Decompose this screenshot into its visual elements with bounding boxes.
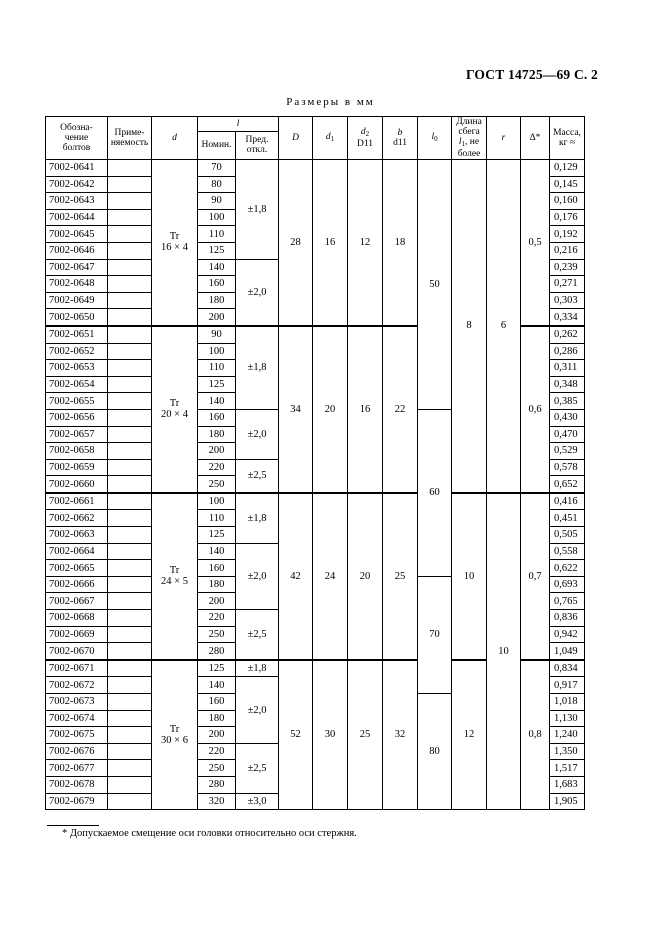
- l-nominal-cell: 70: [198, 160, 236, 177]
- designation-cell: 7002-0679: [46, 793, 108, 810]
- thread-cell: Tr 20 × 4: [152, 326, 198, 493]
- application-cell: [108, 560, 152, 577]
- runout-cell: 8: [452, 160, 487, 493]
- designation-cell: 7002-0667: [46, 593, 108, 610]
- designation-cell: 7002-0666: [46, 576, 108, 593]
- mass-cell: 0,286: [550, 343, 585, 360]
- designation-cell: 7002-0678: [46, 776, 108, 793]
- header-application: Приме- няемость: [108, 117, 152, 160]
- l-nominal-cell: 180: [198, 292, 236, 309]
- application-cell: [108, 793, 152, 810]
- r-cell: 6: [487, 160, 521, 493]
- designation-cell: 7002-0652: [46, 343, 108, 360]
- l-nominal-cell: 110: [198, 360, 236, 377]
- l-nominal-cell: 250: [198, 760, 236, 777]
- mass-cell: 0,416: [550, 493, 585, 510]
- header-D: D: [279, 117, 313, 160]
- mass-cell: 0,529: [550, 443, 585, 460]
- application-cell: [108, 510, 152, 527]
- l-nominal-cell: 90: [198, 193, 236, 210]
- runout-cell: 10: [452, 493, 487, 660]
- l-nominal-cell: 250: [198, 476, 236, 493]
- designation-cell: 7002-0664: [46, 543, 108, 560]
- dim-b-cell: 25: [383, 493, 418, 660]
- dim-d1-cell: 24: [313, 493, 348, 660]
- application-cell: [108, 776, 152, 793]
- application-cell: [108, 443, 152, 460]
- header-runout: Длина сбега $l_1$, не более: [452, 117, 487, 160]
- header-d1: $d_1$: [313, 117, 348, 160]
- application-cell: [108, 493, 152, 510]
- l-nominal-cell: 140: [198, 393, 236, 410]
- mass-cell: 0,239: [550, 259, 585, 276]
- dim-d2-cell: 12: [348, 160, 383, 326]
- l-nominal-cell: 100: [198, 343, 236, 360]
- application-cell: [108, 727, 152, 744]
- document-header: ГОСТ 14725—69 С. 2: [465, 67, 598, 82]
- l-nominal-cell: 180: [198, 710, 236, 727]
- application-cell: [108, 393, 152, 410]
- l-nominal-cell: 200: [198, 443, 236, 460]
- footnote-rule: [47, 825, 99, 826]
- thread-cell: Tr 24 × 5: [152, 493, 198, 660]
- l-tolerance-cell: ±2,0: [236, 259, 279, 326]
- application-cell: [108, 576, 152, 593]
- mass-cell: 0,334: [550, 309, 585, 326]
- l-nominal-cell: 125: [198, 660, 236, 677]
- l-tolerance-cell: ±2,5: [236, 610, 279, 660]
- designation-cell: 7002-0645: [46, 226, 108, 243]
- l-nominal-cell: 320: [198, 793, 236, 810]
- application-cell: [108, 209, 152, 226]
- l-nominal-cell: 140: [198, 259, 236, 276]
- application-cell: [108, 259, 152, 276]
- l-nominal-cell: 200: [198, 309, 236, 326]
- application-cell: [108, 160, 152, 177]
- l-nominal-cell: 220: [198, 610, 236, 627]
- designation-cell: 7002-0665: [46, 560, 108, 577]
- application-cell: [108, 176, 152, 193]
- delta-cell: 0,5: [521, 160, 550, 326]
- designation-cell: 7002-0641: [46, 160, 108, 177]
- mass-cell: 0,836: [550, 610, 585, 627]
- designation-cell: 7002-0670: [46, 643, 108, 660]
- table-row: [46, 160, 585, 177]
- delta-cell: 0,8: [521, 660, 550, 810]
- dim-d2-cell: 20: [348, 493, 383, 660]
- mass-cell: 0,578: [550, 459, 585, 476]
- mass-cell: 0,470: [550, 426, 585, 443]
- mass-cell: 0,558: [550, 543, 585, 560]
- mass-cell: 1,517: [550, 760, 585, 777]
- mass-cell: 0,430: [550, 409, 585, 426]
- mass-cell: 0,176: [550, 209, 585, 226]
- mass-cell: 0,917: [550, 677, 585, 694]
- application-cell: [108, 226, 152, 243]
- designation-cell: 7002-0671: [46, 660, 108, 677]
- l-nominal-cell: 250: [198, 626, 236, 643]
- designation-cell: 7002-0650: [46, 309, 108, 326]
- footnote: * Допускаемое смещение оси головки относительно оси стержня.: [62, 828, 357, 839]
- application-cell: [108, 343, 152, 360]
- l-nominal-cell: 80: [198, 176, 236, 193]
- mass-cell: 1,049: [550, 643, 585, 660]
- application-cell: [108, 643, 152, 660]
- l-tolerance-cell: ±2,5: [236, 743, 279, 793]
- designation-cell: 7002-0654: [46, 376, 108, 393]
- header-l-nominal: Номин.: [198, 131, 236, 159]
- l-tolerance-cell: ±1,8: [236, 160, 279, 260]
- mass-cell: 1,018: [550, 694, 585, 711]
- l-nominal-cell: 160: [198, 276, 236, 293]
- application-cell: [108, 459, 152, 476]
- application-cell: [108, 527, 152, 544]
- application-cell: [108, 276, 152, 293]
- application-cell: [108, 543, 152, 560]
- designation-cell: 7002-0676: [46, 743, 108, 760]
- application-cell: [108, 694, 152, 711]
- l-tolerance-cell: ±1,8: [236, 493, 279, 543]
- dim-d1-cell: 30: [313, 660, 348, 810]
- l-nominal-cell: 220: [198, 459, 236, 476]
- application-cell: [108, 660, 152, 677]
- designation-cell: 7002-0642: [46, 176, 108, 193]
- header-d: d: [152, 117, 198, 160]
- designation-cell: 7002-0660: [46, 476, 108, 493]
- dim-D-cell: 52: [279, 660, 313, 810]
- mass-cell: 0,834: [550, 660, 585, 677]
- application-cell: [108, 593, 152, 610]
- application-cell: [108, 309, 152, 326]
- designation-cell: 7002-0668: [46, 610, 108, 627]
- designation-cell: 7002-0648: [46, 276, 108, 293]
- header-mass: Масса, кг ≈: [550, 117, 585, 160]
- mass-cell: 0,652: [550, 476, 585, 493]
- delta-cell: 0,7: [521, 493, 550, 660]
- l0-cell: 80: [418, 694, 452, 810]
- mass-cell: 0,505: [550, 527, 585, 544]
- l-nominal-cell: 160: [198, 694, 236, 711]
- designation-cell: 7002-0643: [46, 193, 108, 210]
- table-caption: Размеры в мм: [286, 96, 375, 108]
- l-nominal-cell: 280: [198, 643, 236, 660]
- designation-cell: 7002-0677: [46, 760, 108, 777]
- l-nominal-cell: 180: [198, 426, 236, 443]
- application-cell: [108, 426, 152, 443]
- l-nominal-cell: 200: [198, 727, 236, 744]
- l-tolerance-cell: ±2,0: [236, 543, 279, 609]
- l-nominal-cell: 90: [198, 326, 236, 343]
- dim-b-cell: 18: [383, 160, 418, 326]
- l-nominal-cell: 220: [198, 743, 236, 760]
- designation-cell: 7002-0655: [46, 393, 108, 410]
- designation-cell: 7002-0647: [46, 259, 108, 276]
- mass-cell: 1,350: [550, 743, 585, 760]
- designation-cell: 7002-0669: [46, 626, 108, 643]
- bolt-dimensions-table: [45, 116, 585, 810]
- table-row: [46, 493, 585, 510]
- mass-cell: 1,683: [550, 776, 585, 793]
- mass-cell: 0,311: [550, 360, 585, 377]
- r-cell: 10: [487, 493, 521, 810]
- l-nominal-cell: 125: [198, 242, 236, 259]
- l-tolerance-cell: ±1,8: [236, 326, 279, 409]
- application-cell: [108, 360, 152, 377]
- dim-D-cell: 34: [279, 326, 313, 493]
- application-cell: [108, 242, 152, 259]
- designation-cell: 7002-0659: [46, 459, 108, 476]
- dim-D-cell: 42: [279, 493, 313, 660]
- mass-cell: 0,145: [550, 176, 585, 193]
- designation-cell: 7002-0657: [46, 426, 108, 443]
- header-l-tolerance: Пред. откл.: [236, 131, 279, 159]
- designation-cell: 7002-0658: [46, 443, 108, 460]
- designation-cell: 7002-0656: [46, 409, 108, 426]
- l-nominal-cell: 280: [198, 776, 236, 793]
- mass-cell: 0,622: [550, 560, 585, 577]
- l-nominal-cell: 125: [198, 376, 236, 393]
- runout-cell: 12: [452, 660, 487, 810]
- mass-cell: 1,905: [550, 793, 585, 810]
- l-nominal-cell: 140: [198, 677, 236, 694]
- designation-cell: 7002-0674: [46, 710, 108, 727]
- application-cell: [108, 610, 152, 627]
- mass-cell: 0,160: [550, 193, 585, 210]
- l-nominal-cell: 110: [198, 226, 236, 243]
- l-nominal-cell: 140: [198, 543, 236, 560]
- designation-cell: 7002-0663: [46, 527, 108, 544]
- header-b: b d11: [383, 117, 418, 160]
- mass-cell: 0,348: [550, 376, 585, 393]
- mass-cell: 0,765: [550, 593, 585, 610]
- header-designation: Обозна- чение болтов: [46, 117, 108, 160]
- designation-cell: 7002-0673: [46, 694, 108, 711]
- application-cell: [108, 376, 152, 393]
- application-cell: [108, 326, 152, 343]
- l0-cell: 50: [418, 160, 452, 410]
- application-cell: [108, 476, 152, 493]
- header-l: l: [198, 117, 279, 132]
- designation-cell: 7002-0649: [46, 292, 108, 309]
- header-d2: $d_2$ D11: [348, 117, 383, 160]
- delta-cell: 0,6: [521, 326, 550, 493]
- dim-D-cell: 28: [279, 160, 313, 326]
- designation-cell: 7002-0675: [46, 727, 108, 744]
- l-nominal-cell: 110: [198, 510, 236, 527]
- application-cell: [108, 710, 152, 727]
- l-nominal-cell: 100: [198, 209, 236, 226]
- application-cell: [108, 677, 152, 694]
- dim-d1-cell: 20: [313, 326, 348, 493]
- l-nominal-cell: 100: [198, 493, 236, 510]
- mass-cell: 0,451: [550, 510, 585, 527]
- mass-cell: 0,942: [550, 626, 585, 643]
- header-l0: $l_0$: [418, 117, 452, 160]
- application-cell: [108, 193, 152, 210]
- application-cell: [108, 626, 152, 643]
- mass-cell: 0,303: [550, 292, 585, 309]
- dim-b-cell: 32: [383, 660, 418, 810]
- mass-cell: 0,216: [550, 242, 585, 259]
- designation-cell: 7002-0651: [46, 326, 108, 343]
- designation-cell: 7002-0653: [46, 360, 108, 377]
- l-tolerance-cell: ±2,0: [236, 409, 279, 459]
- application-cell: [108, 409, 152, 426]
- mass-cell: 0,385: [550, 393, 585, 410]
- l-tolerance-cell: ±1,8: [236, 660, 279, 677]
- mass-cell: 1,130: [550, 710, 585, 727]
- designation-cell: 7002-0661: [46, 493, 108, 510]
- dim-d2-cell: 16: [348, 326, 383, 493]
- application-cell: [108, 743, 152, 760]
- dim-d1-cell: 16: [313, 160, 348, 326]
- l-nominal-cell: 180: [198, 576, 236, 593]
- l-nominal-cell: 125: [198, 527, 236, 544]
- l0-cell: 60: [418, 409, 452, 576]
- header-r: r: [487, 117, 521, 160]
- designation-cell: 7002-0672: [46, 677, 108, 694]
- designation-cell: 7002-0644: [46, 209, 108, 226]
- l0-cell: 70: [418, 576, 452, 693]
- mass-cell: 0,192: [550, 226, 585, 243]
- l-tolerance-cell: ±3,0: [236, 793, 279, 810]
- header-delta: Δ*: [521, 117, 550, 160]
- mass-cell: 1,240: [550, 727, 585, 744]
- mass-cell: 0,129: [550, 160, 585, 177]
- l-tolerance-cell: ±2,0: [236, 677, 279, 743]
- mass-cell: 0,262: [550, 326, 585, 343]
- application-cell: [108, 292, 152, 309]
- dim-d2-cell: 25: [348, 660, 383, 810]
- l-nominal-cell: 160: [198, 409, 236, 426]
- designation-cell: 7002-0662: [46, 510, 108, 527]
- l-nominal-cell: 160: [198, 560, 236, 577]
- thread-cell: Tr 16 × 4: [152, 160, 198, 326]
- designation-cell: 7002-0646: [46, 242, 108, 259]
- thread-cell: Tr 30 × 6: [152, 660, 198, 810]
- application-cell: [108, 760, 152, 777]
- l-tolerance-cell: ±2,5: [236, 459, 279, 493]
- mass-cell: 0,693: [550, 576, 585, 593]
- dim-b-cell: 22: [383, 326, 418, 493]
- l-nominal-cell: 200: [198, 593, 236, 610]
- mass-cell: 0,271: [550, 276, 585, 293]
